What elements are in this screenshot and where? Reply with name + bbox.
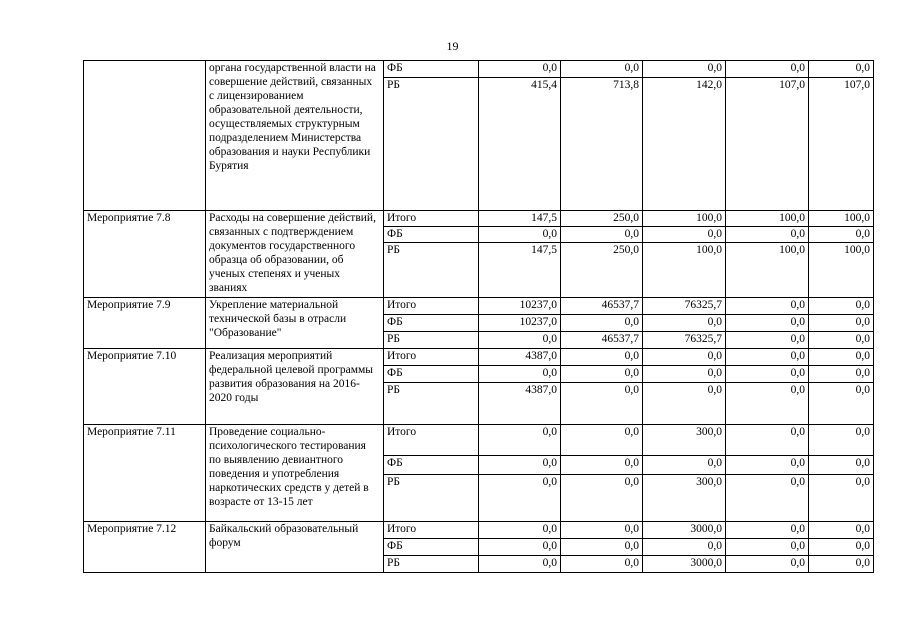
amount-cell-year-2: 0,0 [561, 456, 643, 475]
funding-source-cell: РБ [384, 475, 479, 522]
amount-cell-year-3: 0,0 [643, 456, 726, 475]
funding-source-cell: Итого [384, 425, 479, 456]
event-description-cell: Байкальский образовательный форум [206, 522, 384, 573]
amount-cell-year-5: 0,0 [809, 539, 874, 556]
amount-cell-year-5: 100,0 [809, 243, 874, 298]
amount-cell-year-1: 147,5 [479, 243, 561, 298]
event-name-cell: Мероприятие 7.12 [84, 522, 206, 573]
amount-cell-year-1: 0,0 [479, 456, 561, 475]
amount-cell-year-2: 0,0 [561, 475, 643, 522]
amount-cell-year-5: 0,0 [809, 298, 874, 315]
amount-cell-year-3: 0,0 [643, 227, 726, 243]
amount-cell-year-2: 0,0 [561, 61, 643, 78]
funding-source-cell: ФБ [384, 61, 479, 78]
amount-cell-year-2: 46537,7 [561, 298, 643, 315]
amount-cell-year-5: 0,0 [809, 456, 874, 475]
amount-cell-year-4: 0,0 [726, 539, 809, 556]
amount-cell-year-5: 107,0 [809, 78, 874, 211]
funding-source-cell: РБ [384, 78, 479, 211]
amount-cell-year-3: 100,0 [643, 243, 726, 298]
amount-cell-year-3: 0,0 [643, 315, 726, 332]
amount-cell-year-5: 0,0 [809, 315, 874, 332]
amount-cell-year-1: 4387,0 [479, 383, 561, 425]
amount-cell-year-4: 0,0 [726, 61, 809, 78]
event-name-cell: Мероприятие 7.9 [84, 298, 206, 349]
amount-cell-year-5: 0,0 [809, 349, 874, 366]
amount-cell-year-2: 0,0 [561, 539, 643, 556]
table-row [84, 298, 874, 315]
amount-cell-year-4: 0,0 [726, 349, 809, 366]
amount-cell-year-5: 100,0 [809, 211, 874, 227]
event-name-cell: Мероприятие 7.11 [84, 425, 206, 522]
funding-source-cell: РБ [384, 332, 479, 349]
amount-cell-year-4: 0,0 [726, 366, 809, 383]
event-description-cell: Расходы на совершение действий, связанных с подтверждением документов государственного образца об образовании, об ученых степенях и ученых званиях [206, 211, 384, 298]
amount-cell-year-2: 250,0 [561, 211, 643, 227]
event-description-cell: органа государственной власти на совершение действий, связанных с лицензированием образовательной деятельности, осуществляемых структурным подразделением Министерства образования и науки Республики Бурятия [206, 61, 384, 211]
amount-cell-year-1: 4387,0 [479, 349, 561, 366]
amount-cell-year-1: 10237,0 [479, 315, 561, 332]
amount-cell-year-3: 0,0 [643, 539, 726, 556]
funding-source-cell: Итого [384, 522, 479, 539]
amount-cell-year-3: 300,0 [643, 425, 726, 456]
funding-source-cell: ФБ [384, 227, 479, 243]
amount-cell-year-1: 0,0 [479, 227, 561, 243]
amount-cell-year-1: 0,0 [479, 61, 561, 78]
event-name-cell [84, 61, 206, 211]
amount-cell-year-2: 0,0 [561, 349, 643, 366]
amount-cell-year-4: 0,0 [726, 332, 809, 349]
amount-cell-year-5: 0,0 [809, 425, 874, 456]
event-description-cell: Укрепление материальной технической базы в отрасли "Образование" [206, 298, 384, 349]
amount-cell-year-5: 0,0 [809, 366, 874, 383]
amount-cell-year-1: 0,0 [479, 556, 561, 573]
amount-cell-year-2: 250,0 [561, 243, 643, 298]
table-row [84, 522, 874, 539]
amount-cell-year-2: 0,0 [561, 383, 643, 425]
amount-cell-year-4: 107,0 [726, 78, 809, 211]
funding-source-cell: РБ [384, 383, 479, 425]
amount-cell-year-1: 10237,0 [479, 298, 561, 315]
amount-cell-year-3: 0,0 [643, 349, 726, 366]
amount-cell-year-4: 0,0 [726, 475, 809, 522]
table-row [84, 211, 874, 227]
amount-cell-year-1: 0,0 [479, 425, 561, 456]
amount-cell-year-5: 0,0 [809, 61, 874, 78]
budget-table-body [84, 61, 874, 573]
amount-cell-year-1: 415,4 [479, 78, 561, 211]
amount-cell-year-3: 100,0 [643, 211, 726, 227]
funding-source-cell: ФБ [384, 456, 479, 475]
amount-cell-year-4: 100,0 [726, 211, 809, 227]
amount-cell-year-4: 100,0 [726, 243, 809, 298]
amount-cell-year-4: 0,0 [726, 556, 809, 573]
amount-cell-year-1: 0,0 [479, 522, 561, 539]
table-row [84, 425, 874, 456]
table-row [84, 61, 874, 78]
amount-cell-year-3: 0,0 [643, 61, 726, 78]
amount-cell-year-5: 0,0 [809, 475, 874, 522]
amount-cell-year-3: 3000,0 [643, 522, 726, 539]
amount-cell-year-2: 0,0 [561, 522, 643, 539]
amount-cell-year-3: 0,0 [643, 383, 726, 425]
amount-cell-year-1: 0,0 [479, 475, 561, 522]
amount-cell-year-2: 0,0 [561, 556, 643, 573]
amount-cell-year-2: 0,0 [561, 366, 643, 383]
amount-cell-year-5: 0,0 [809, 383, 874, 425]
amount-cell-year-2: 46537,7 [561, 332, 643, 349]
funding-source-cell: РБ [384, 243, 479, 298]
amount-cell-year-2: 0,0 [561, 227, 643, 243]
event-name-cell: Мероприятие 7.8 [84, 211, 206, 298]
amount-cell-year-4: 0,0 [726, 425, 809, 456]
amount-cell-year-2: 0,0 [561, 315, 643, 332]
table-row [84, 349, 874, 366]
funding-source-cell: ФБ [384, 366, 479, 383]
amount-cell-year-4: 0,0 [726, 298, 809, 315]
amount-cell-year-1: 0,0 [479, 366, 561, 383]
amount-cell-year-3: 76325,7 [643, 332, 726, 349]
funding-source-cell: РБ [384, 556, 479, 573]
amount-cell-year-4: 0,0 [726, 456, 809, 475]
funding-source-cell: ФБ [384, 315, 479, 332]
amount-cell-year-3: 3000,0 [643, 556, 726, 573]
amount-cell-year-3: 300,0 [643, 475, 726, 522]
event-name-cell: Мероприятие 7.10 [84, 349, 206, 425]
amount-cell-year-5: 0,0 [809, 556, 874, 573]
amount-cell-year-4: 0,0 [726, 227, 809, 243]
funding-source-cell: Итого [384, 298, 479, 315]
amount-cell-year-3: 0,0 [643, 366, 726, 383]
amount-cell-year-3: 142,0 [643, 78, 726, 211]
amount-cell-year-4: 0,0 [726, 315, 809, 332]
amount-cell-year-1: 0,0 [479, 332, 561, 349]
amount-cell-year-5: 0,0 [809, 522, 874, 539]
event-description-cell: Проведение социально-психологического тестирования по выявлению девиантного поведения и употребления наркотических средств у детей в возрасте от 13-15 лет [206, 425, 384, 522]
funding-source-cell: Итого [384, 349, 479, 366]
event-description-cell: Реализация мероприятий федеральной целевой программы развития образования на 2016-2020 годы [206, 349, 384, 425]
amount-cell-year-2: 0,0 [561, 425, 643, 456]
amount-cell-year-1: 147,5 [479, 211, 561, 227]
amount-cell-year-1: 0,0 [479, 539, 561, 556]
amount-cell-year-3: 76325,7 [643, 298, 726, 315]
budget-table [83, 60, 874, 573]
funding-source-cell: Итого [384, 211, 479, 227]
funding-source-cell: ФБ [384, 539, 479, 556]
amount-cell-year-5: 0,0 [809, 332, 874, 349]
amount-cell-year-4: 0,0 [726, 522, 809, 539]
amount-cell-year-4: 0,0 [726, 383, 809, 425]
page-number: 19 [446, 39, 459, 53]
amount-cell-year-5: 0,0 [809, 227, 874, 243]
amount-cell-year-2: 713,8 [561, 78, 643, 211]
